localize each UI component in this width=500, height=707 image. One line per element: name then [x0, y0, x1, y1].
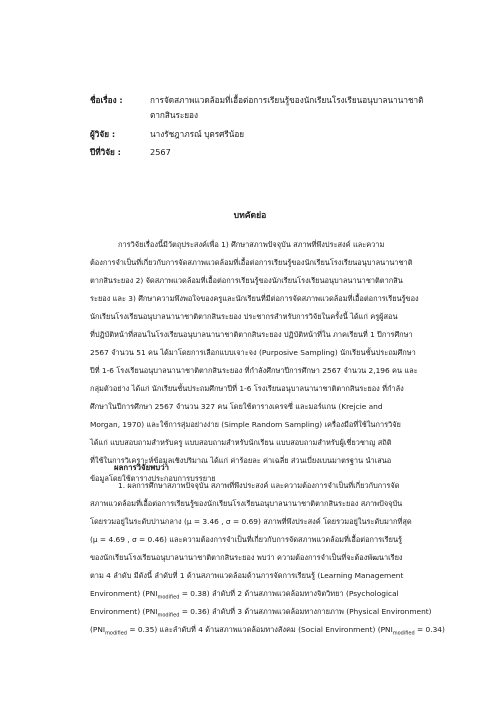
- intro-line: นักเรียนโรงเรียนอนุบาลนานาชาติตากสินระยอง ประชากรสำหรับการวิจัยในครั้งนี้ ได้แก่ ครูผู้สอน: [90, 312, 398, 321]
- intro-line: ที่ปฏิบัติหน้าที่สอนในโรงเรียนอนุบาลนานาชาติตากสินระยอง ปฏิบัติหน้าที่ใน ภาคเรียนที่ 1 ปีการศึกษา: [90, 330, 413, 339]
- pni-psych-text: = 0.36) ลำดับที่ 3 ด้านสภาพแวดล้อมทางกายภาพ (Physical Environment): [179, 607, 432, 616]
- pni-prefix: Environment) (PNI: [90, 589, 158, 598]
- pni-social-text: = 0.34): [414, 625, 445, 634]
- intro-line: ต้องการจำเป็นที่เกี่ยวกับการจัดสภาพแวดล้อมที่เอื้อต่อการเรียนรู้ของนักเรียนโรงเรียนอนุบาลนานาชาติ: [90, 258, 413, 267]
- topic-value-line2: ตากสินระยอง: [150, 110, 198, 120]
- year-row: [90, 145, 420, 160]
- year-label: ปีที่วิจัย :: [90, 147, 121, 157]
- topic-label: ชื่อเรื่อง :: [90, 95, 123, 105]
- intro-line: ข้อมูลโดยใช้ตารางประกอบการบรรยาย: [90, 474, 216, 483]
- intro-line: ได้แก่ แบบสอบถามสำหรับครู แบบสอบถามสำหรับนักเรียน แบบสอบถามสำหรับผู้เชี่ยวชาญ สถิติ: [90, 438, 392, 447]
- intro-line: ศึกษาในปีการศึกษา 2567 จำนวน 327 คน โดยใช้ตารางเครจซี่ และมอร์แกน (Krejcie and: [90, 402, 383, 411]
- results-line: โดยรวมอยู่ในระดับปานกลาง (μ = 3.46 , σ = 0.69) สภาพที่พึงประสงค์ โดยรวมอยู่ในระดับมากที่สุด: [90, 517, 412, 526]
- abstract-intro-paragraph: [90, 236, 419, 488]
- intro-line: Morgan, 1970) และใช้การสุ่มอย่างง่าย (Simple Random Sampling) เครื่องมือที่ใช้ในการวิจัย: [90, 420, 401, 429]
- pni-subscript: modified: [392, 630, 415, 637]
- intro-line: ระยอง และ 3) ศึกษาความพึงพอใจของครูและนักเรียนที่มีต่อการจัดสภาพแวดล้อมที่เอื้อต่อการเรียนรู้ของ: [90, 294, 419, 303]
- intro-line: กลุ่มตัวอย่าง ได้แก่ นักเรียนชั้นประถมศึกษาปีที่ 1-6 โรงเรียนอนุบาลนานาชาติตากสินระยอง ที่กำลัง: [90, 384, 404, 393]
- results-line: ตาม 4 ลำดับ มีดังนี้ ลำดับที่ 1 ด้านสภาพแวดล้อมด้านการจัดการเรียนรู้ (Learning Management: [90, 571, 404, 580]
- results-heading: ผลการวิจัยพบว่า: [114, 463, 169, 472]
- topic-row: [90, 93, 424, 123]
- pni-subscript: modified: [157, 594, 180, 601]
- results-line: (μ = 4.69 , σ = 0.46) และความต้องการจำเป็นที่เกี่ยวกับการจัดสภาพแวดล้อมที่เอื้อต่อการเรียนรู้: [90, 535, 402, 544]
- results-line-pni-physical-social: [90, 621, 445, 639]
- pni-physical-text: = 0.35) และลำดับที่ 4 ด้านสภาพแวดล้อมทางสังคม (Social Environment) (PNI: [126, 625, 393, 634]
- researcher-row: [90, 127, 420, 142]
- intro-line: ตากสินระยอง 2) จัดสภาพแวดล้อมที่เอื้อต่อการเรียนรู้ของนักเรียนโรงเรียนอนุบาลนานาชาติตากสิน: [90, 276, 403, 285]
- pni-prefix: (PNI: [90, 625, 106, 634]
- pni-subscript: modified: [105, 630, 127, 637]
- intro-line: ที่ใช้ในการวิเคราะห์ข้อมูลเชิงปริมาณ ได้แก่ ค่าร้อยละ ค่าเฉลี่ย ส่วนเบี่ยงเบนมาตรฐาน นำเสนอ: [90, 456, 392, 465]
- results-line: 1. ผลการศึกษาสภาพปัจจุบัน สภาพที่พึงประสงค์ และความต้องการจำเป็นที่เกี่ยวกับการจัด: [118, 481, 400, 490]
- results-line-pni-learning: [90, 585, 408, 603]
- results-line: ของนักเรียนโรงเรียนอนุบาลนานาชาติตากสินระยอง พบว่า ความต้องการจำเป็นที่จะต้องพัฒนาเรียง: [90, 553, 403, 562]
- abstract-title: บทคัดย่อ: [233, 211, 267, 221]
- pni-subscript: modified: [157, 612, 180, 619]
- pni-learning-text: = 0.38) ลำดับที่ 2 ด้านสภาพแวดล้อมทางจิตวิทยา (Psychological: [179, 589, 399, 598]
- year-value: 2567: [150, 147, 171, 157]
- topic-value-line1: การจัดสภาพแวดล้อมที่เอื้อต่อการเรียนรู้ของนักเรียนโรงเรียนอนุบาลนานาชาติ: [150, 95, 424, 105]
- results-line: สภาพแวดล้อมที่เอื้อต่อการเรียนรู้ของนักเรียนโรงเรียนอนุบาลนานาชาติตากสินระยอง สภาพปัจจุบัน: [90, 499, 403, 508]
- results-paragraph: [90, 477, 445, 639]
- researcher-label: ผู้วิจัย :: [90, 129, 116, 139]
- intro-line: 2567 จำนวน 51 คน ได้มาโดยการเลือกแบบเจาะจง (Purposive Sampling) นักเรียนชั้นประถมศึกษา: [90, 348, 416, 357]
- researcher-value: นางรัชฎาภรณ์ บุตรศรีน้อย: [150, 129, 245, 139]
- pni-prefix: Environment) (PNI: [90, 607, 158, 616]
- results-line-pni-psych: [90, 603, 432, 621]
- intro-line: ปีที่ 1-6 โรงเรียนอนุบาลนานาชาติตากสินระยอง ที่กำลังศึกษาปีการศึกษา 2567 จำนวน 2,196 คน และ: [90, 366, 418, 375]
- intro-line: การวิจัยเรื่องนี้มีวัตถุประสงค์เพื่อ 1) ศึกษาสภาพปัจจุบัน สภาพที่พึงประสงค์ และความ: [118, 240, 385, 249]
